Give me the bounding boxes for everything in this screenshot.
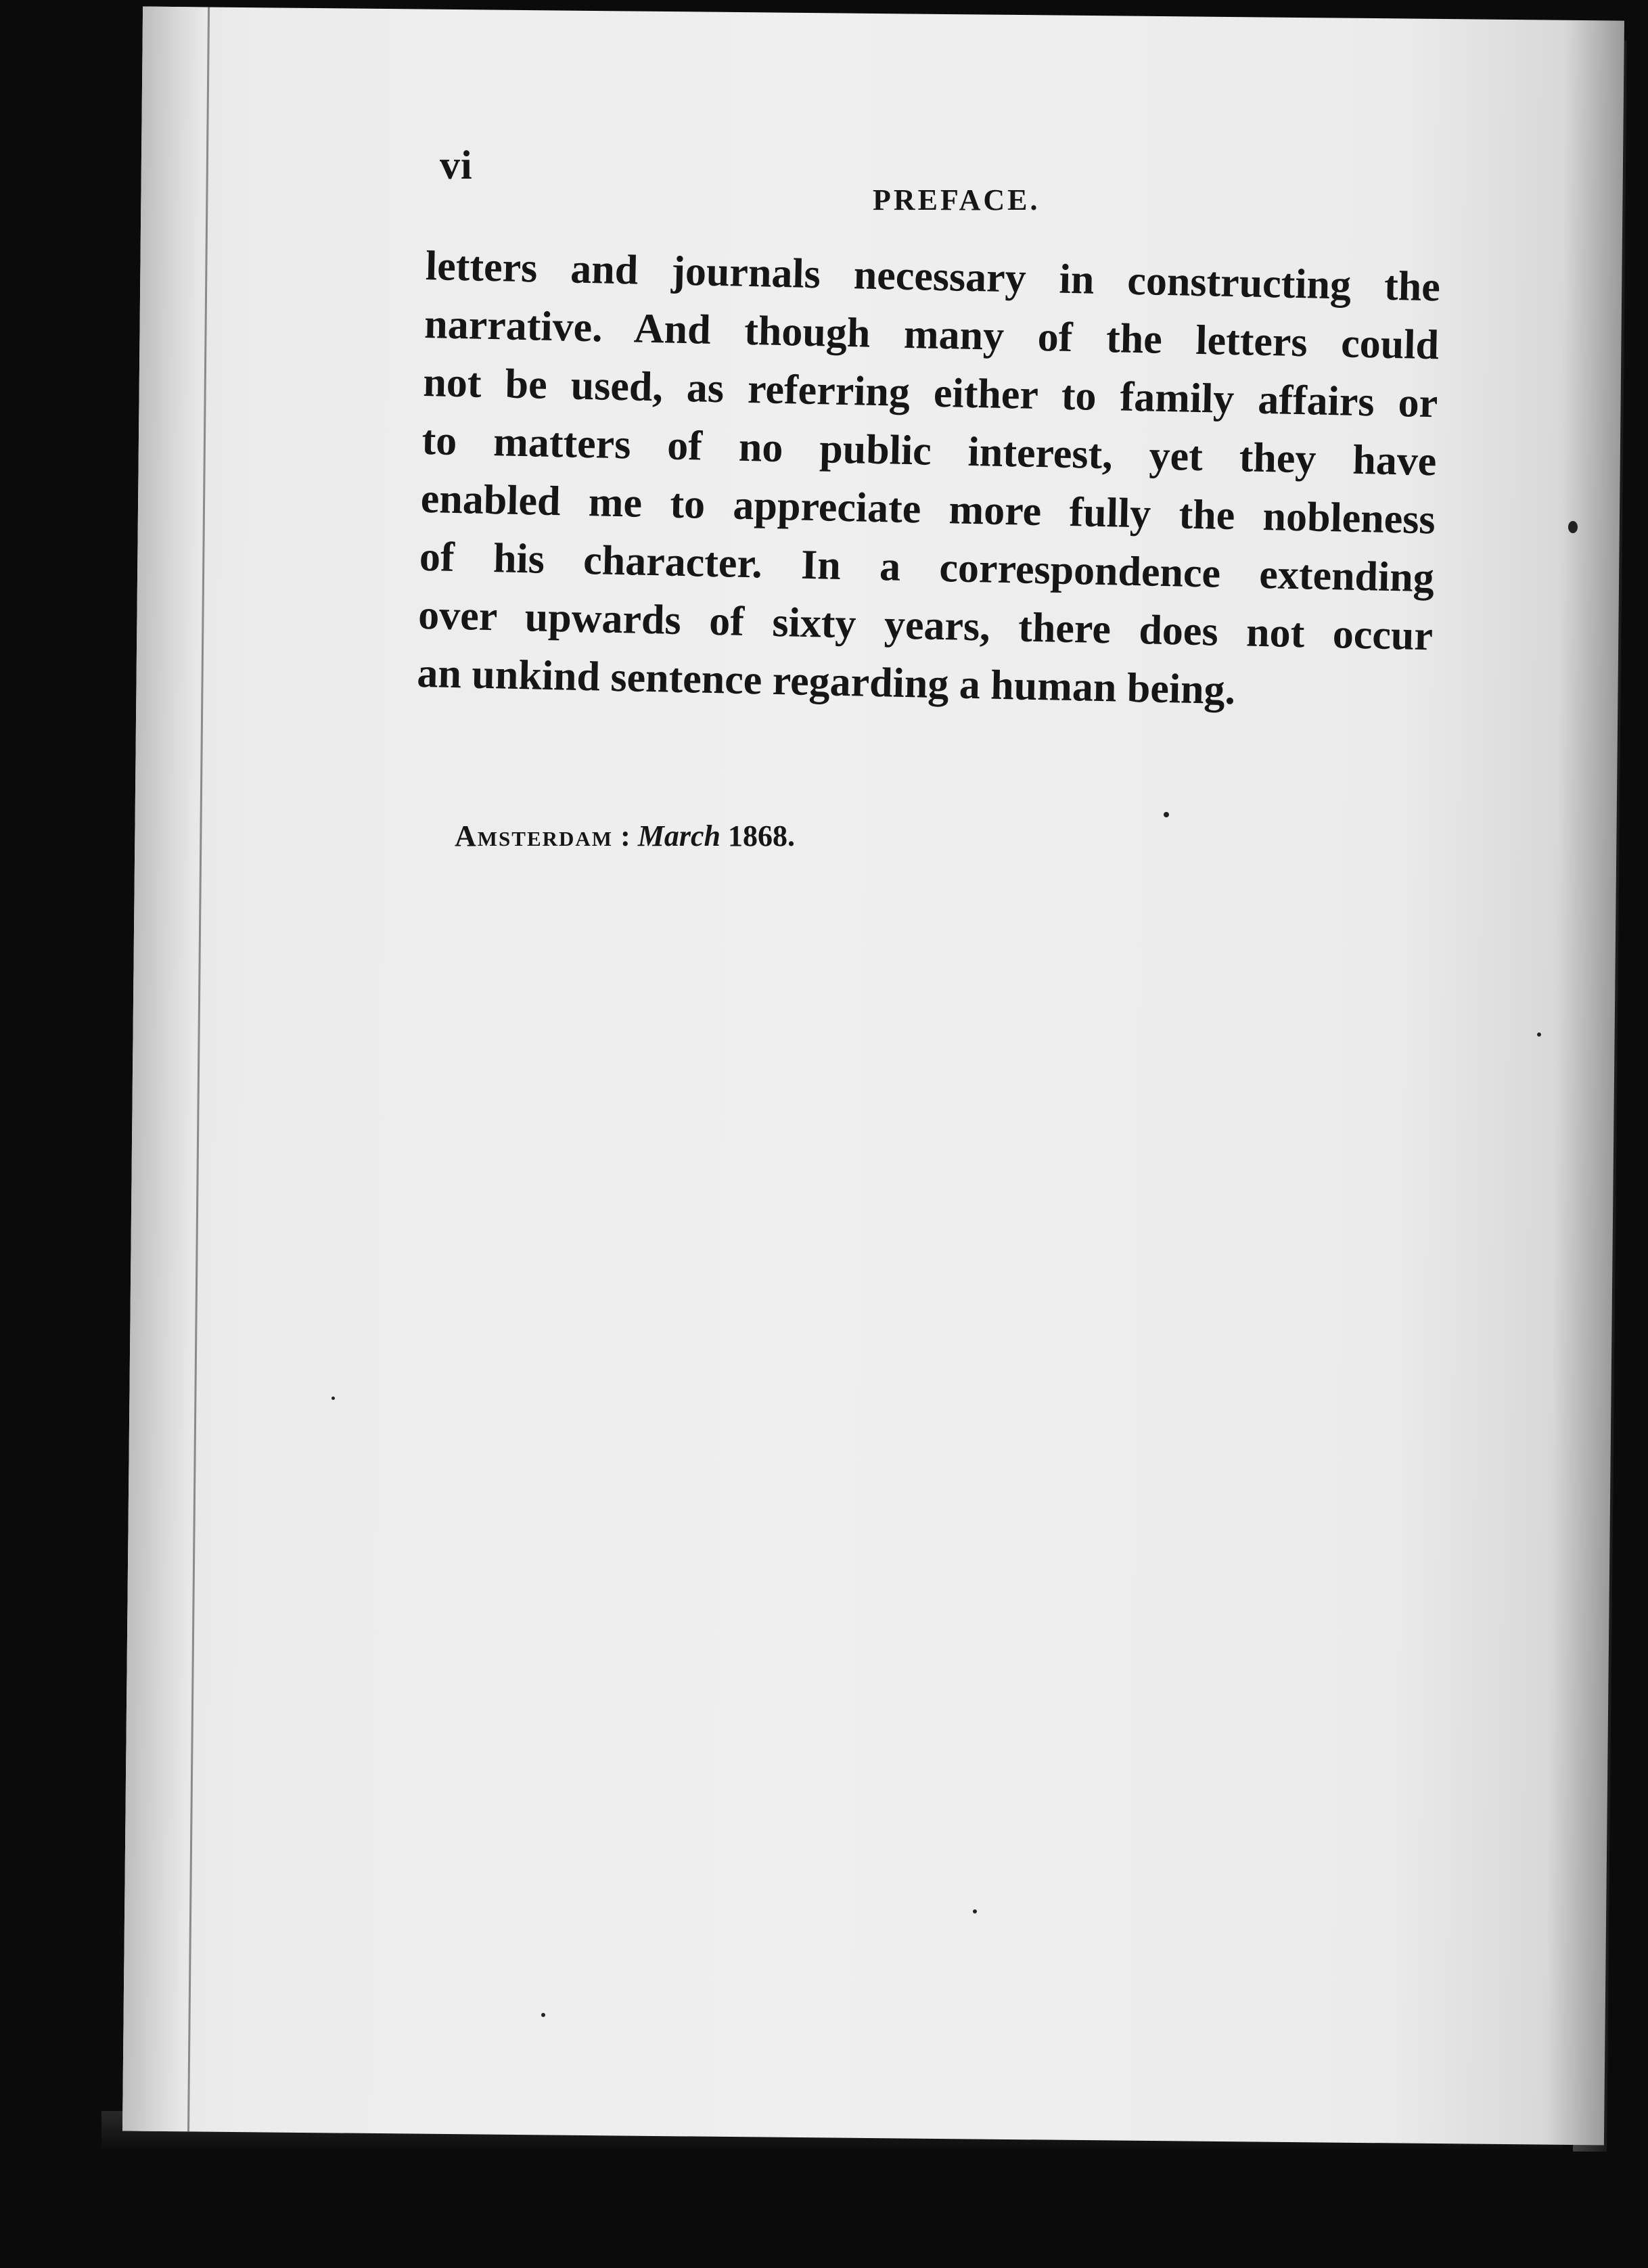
body-text [417, 237, 1441, 723]
ink-speck [541, 2013, 545, 2017]
signature-year: 1868. [720, 819, 795, 853]
text-line: narrative. And though many of the letters could [424, 300, 1440, 369]
signature-separator: : [613, 819, 638, 853]
text-line: an unkind sentence regarding a human being. [416, 650, 1236, 714]
ink-speck [973, 1909, 977, 1913]
ink-speck [331, 1397, 335, 1400]
ink-speck [1568, 521, 1578, 533]
ink-speck [1164, 812, 1169, 817]
ink-speck [1537, 1033, 1541, 1037]
signature-date: March [637, 819, 720, 853]
text-line: of his character. In a correspondence extending [419, 533, 1435, 602]
page-number: vi [440, 143, 473, 187]
text-line: over upwards of sixty years, there does not occur [417, 591, 1434, 660]
text-line: not be used, as referring either to family affairs or [422, 359, 1438, 427]
signature-place: Amsterdam [455, 819, 614, 853]
signature-line [455, 819, 795, 853]
text-line: letters and journals necessary in constructing the [425, 242, 1441, 311]
running-head: PREFACE. [873, 183, 1040, 217]
text-line: enabled me to appreciate more fully the nobleness [420, 475, 1436, 543]
text-line: to matters of no public interest, yet they have [421, 417, 1438, 485]
